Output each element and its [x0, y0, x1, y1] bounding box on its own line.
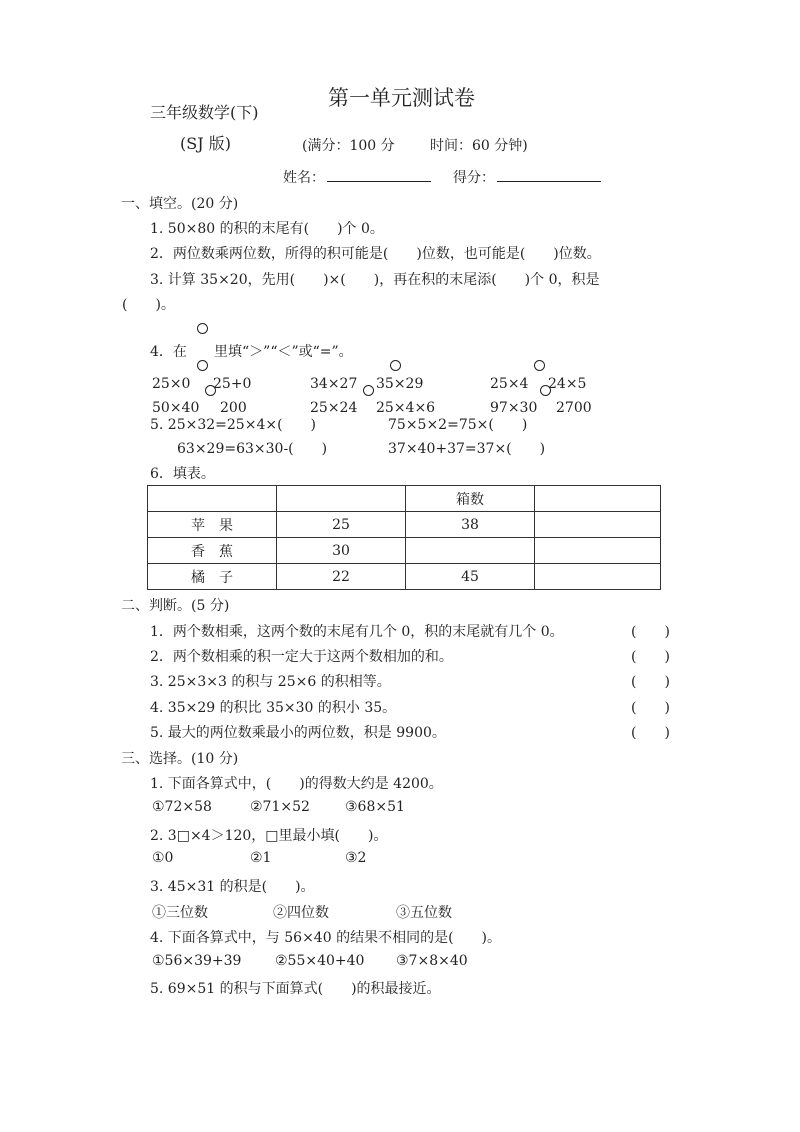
s3-option[interactable]: ③2	[345, 850, 367, 866]
answer-paren[interactable]: ( )	[631, 700, 670, 716]
table-cell-blank[interactable]	[535, 564, 661, 590]
table-cell: 22	[277, 564, 406, 590]
s3-option[interactable]: ①三位数	[152, 905, 208, 921]
s3-option[interactable]: ③68×51	[345, 799, 405, 815]
s3-option[interactable]: ①56×39+39	[152, 953, 242, 969]
score-field[interactable]	[453, 167, 601, 187]
s1-q6: 6．填表。	[150, 466, 215, 482]
compare-right: 35×29	[376, 376, 424, 392]
answer-paren[interactable]: ( )	[631, 624, 670, 640]
table-cell-blank[interactable]	[535, 538, 661, 564]
compare-circle[interactable]	[205, 385, 216, 396]
s3-q2: 2. 3□×4＞120，□里最小填( )。	[150, 828, 388, 844]
s3-option[interactable]: ②四位数	[273, 905, 329, 921]
compare-right: 2700	[556, 400, 592, 416]
s1-q5-c: 63×29=63×30-( )	[177, 441, 328, 457]
table-cell[interactable]	[535, 486, 661, 512]
table-cell: 25	[277, 512, 406, 538]
fruit-name: 橘 子	[148, 564, 277, 590]
s3-option[interactable]: ②55×40+40	[275, 953, 365, 969]
compare-circle[interactable]	[363, 385, 374, 396]
table-cell[interactable]	[148, 486, 277, 512]
answer-paren[interactable]: ( )	[631, 725, 670, 741]
s3-q4: 4. 下面各算式中，与 56×40 的结果不相同的是( )。	[150, 930, 501, 946]
name-label: 姓名：	[283, 170, 325, 186]
compare-right: 25×4×6	[376, 400, 436, 416]
compare-left: 25×0	[152, 376, 191, 392]
section3-heading: 三、选择。(10 分)	[121, 751, 239, 767]
table-row	[148, 564, 661, 590]
compare-left: 25×24	[310, 400, 358, 416]
s1-q2: 2．两位数乘两位数，所得的积可能是( )位数，也可能是( )位数。	[150, 246, 601, 262]
s1-q5-a: 5. 25×32=25×4×( )	[150, 417, 317, 433]
s2-item: 2．两个数相乘的积一定大于这两个数相加的和。	[150, 649, 453, 665]
table-row	[148, 538, 661, 564]
table-cell: 45	[406, 564, 535, 590]
s2-item: 1．两个数相乘，这两个数的末尾有几个 0，积的末尾就有几个 0。	[150, 624, 564, 640]
table-cell-blank[interactable]	[535, 512, 661, 538]
table-header-row	[148, 486, 661, 512]
s3-option[interactable]: ②1	[250, 850, 272, 866]
answer-paren[interactable]: ( )	[631, 649, 670, 665]
compare-left: 34×27	[310, 376, 358, 392]
fruit-name: 苹 果	[148, 512, 277, 538]
s3-option[interactable]: ①72×58	[152, 799, 212, 815]
s1-q4-prefix: 4．在	[150, 344, 187, 360]
compare-left: 25×4	[490, 376, 529, 392]
s3-q3: 3. 45×31 的积是( )。	[150, 879, 315, 895]
compare-circle[interactable]	[540, 385, 551, 396]
compare-left: 97×30	[490, 400, 538, 416]
compare-circle[interactable]	[197, 360, 208, 371]
compare-right: 24×5	[548, 376, 587, 392]
name-blank[interactable]	[327, 169, 431, 182]
s3-q5: 5. 69×51 的积与下面算式( )的积最接近。	[150, 981, 441, 997]
section2-heading: 二、判断。(5 分)	[121, 598, 230, 614]
s3-option[interactable]: ①0	[152, 850, 174, 866]
s1-q5-d: 37×40+37=37×( )	[388, 441, 546, 457]
s3-q1: 1. 下面各算式中，( )的得数大约是 4200。	[150, 776, 443, 792]
fill-table	[147, 485, 661, 590]
compare-right: 25+0	[213, 376, 252, 392]
s1-q4-suffix: 里填“＞”“＜”或“=”。	[214, 344, 353, 360]
section1-heading: 一、填空。(20 分)	[121, 196, 239, 212]
s1-q5-b: 75×5×2=75×( )	[388, 417, 528, 433]
table-cell[interactable]	[277, 486, 406, 512]
table-cell-blank[interactable]	[406, 538, 535, 564]
full-marks: (满分：100 分	[302, 138, 395, 154]
compare-circle[interactable]	[534, 360, 545, 371]
grade-label: 三年级数学(下)	[150, 103, 259, 122]
s2-item: 5. 最大的两位数乘最小的两位数，积是 9900。	[150, 725, 446, 741]
table-row	[148, 512, 661, 538]
circle-example-icon	[197, 323, 208, 334]
score-blank[interactable]	[497, 169, 601, 182]
table-cell: 30	[277, 538, 406, 564]
edition-label: (SJ 版)	[180, 134, 231, 153]
compare-circle[interactable]	[390, 360, 401, 371]
name-field[interactable]	[283, 167, 431, 187]
s3-option[interactable]: ③五位数	[396, 905, 452, 921]
page-title: 第一单元测试卷	[328, 86, 475, 110]
fruit-name: 香 蕉	[148, 538, 277, 564]
s3-option[interactable]: ②71×52	[250, 799, 310, 815]
s2-item: 4. 35×29 的积比 35×30 的积小 35。	[150, 700, 397, 716]
s1-q3: 3. 计算 35×20，先用( )×( )，再在积的末尾添( )个 0，积是	[150, 272, 600, 288]
score-label: 得分：	[453, 170, 495, 186]
s1-q3-cont: ( )。	[122, 297, 175, 313]
compare-right: 200	[220, 400, 247, 416]
s2-item: 3. 25×3×3 的积与 25×6 的积相等。	[150, 674, 391, 690]
compare-left: 50×40	[152, 400, 200, 416]
s3-option[interactable]: ③7×8×40	[396, 953, 468, 969]
answer-paren[interactable]: ( )	[631, 674, 670, 690]
table-cell: 38	[406, 512, 535, 538]
table-header-cell: 箱数	[406, 486, 535, 512]
s1-q1: 1. 50×80 的积的末尾有( )个 0。	[150, 221, 384, 237]
time-limit: 时间：60 分钟)	[430, 138, 528, 154]
